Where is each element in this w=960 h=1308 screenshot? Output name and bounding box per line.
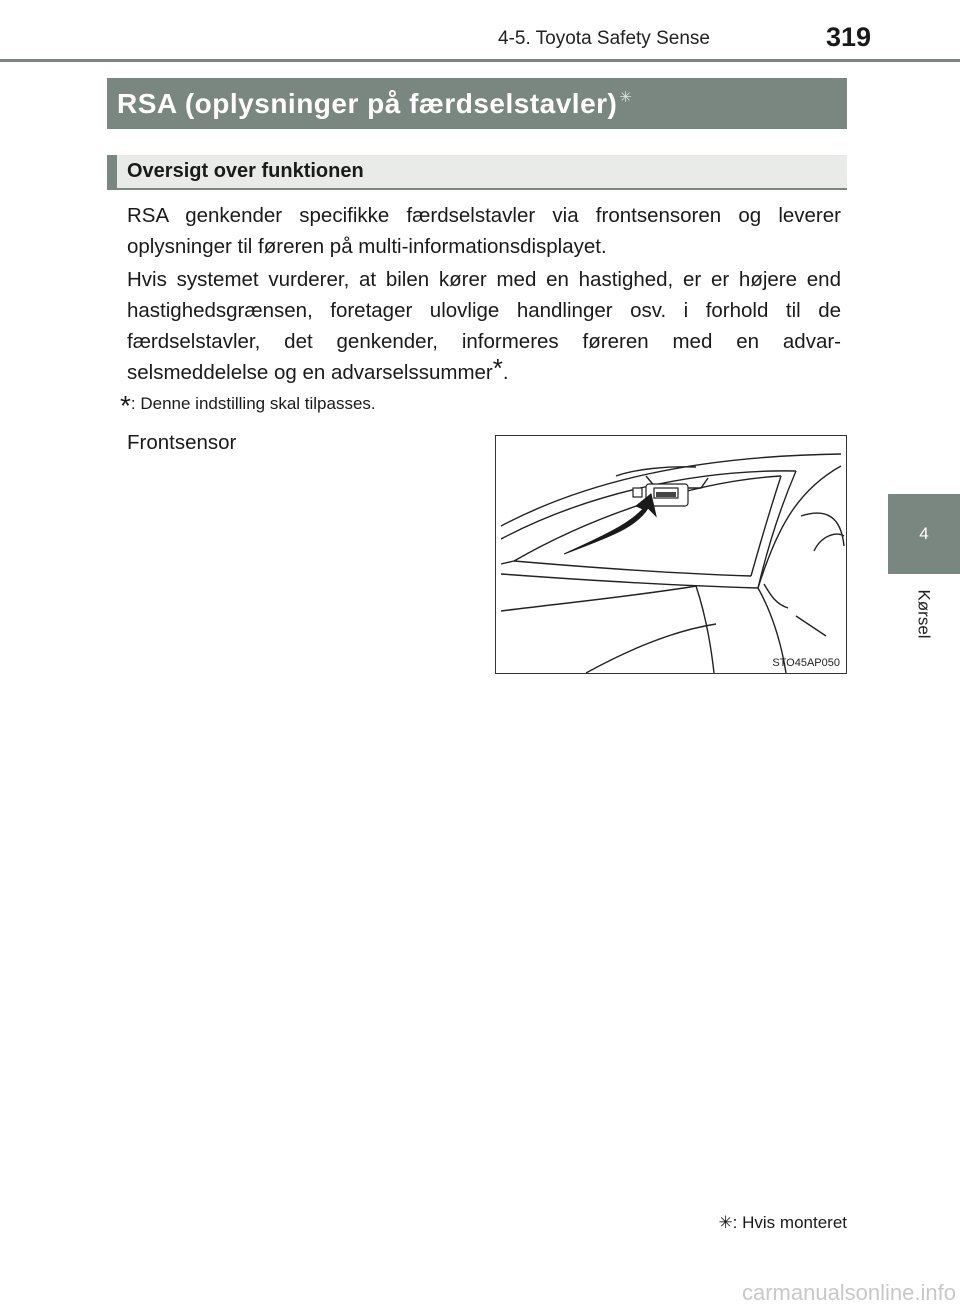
section-title: RSA (oplysninger på færdselstavler) [117, 87, 618, 119]
chapter-number: 4 [919, 524, 929, 543]
section-title-bar [107, 78, 847, 129]
chapter-label: Kørsel [915, 589, 934, 639]
subsection-title-bar [107, 155, 847, 190]
paragraph-2 [127, 264, 841, 388]
figure-code: STO45AP050 [772, 657, 840, 669]
title-asterisk: ✳ [619, 89, 633, 106]
chapter-label-box [888, 574, 960, 654]
header-divider [0, 59, 960, 62]
paragraph-2-marker: * [492, 353, 503, 383]
figure-caption: Frontsensor [127, 431, 237, 454]
windshield-illustration [496, 436, 846, 673]
footnote [120, 390, 376, 422]
footnote-text: : Denne indstilling skal tilpasses. [130, 394, 376, 413]
paragraph-2-text: Hvis systemet vurderer, at bilen kører med en hastighed, er er højere end hastighedsgrænsen, foretager ulovlige handlinger osv. i forhold til de færdselstavler, det genkender, informeres føreren med en advar-selsmeddelelse og en advarselssummer [127, 268, 841, 384]
chapter-tab [888, 494, 960, 574]
paragraph-2-end: . [502, 361, 509, 384]
front-sensor-figure [495, 435, 847, 674]
watermark: carmanualsonline.info [741, 1280, 956, 1305]
header-section-title: 4-5. Toyota Safety Sense [498, 28, 710, 49]
paragraph-1: RSA genkender specifikke færdselstavler via frontsensoren og leverer oplysninger til føreren på multi-informationsdisplayet. [127, 204, 841, 258]
bottom-note: ✳: Hvis monteret [718, 1213, 847, 1232]
footnote-star: * [120, 390, 131, 421]
page-number: 319 [826, 22, 872, 52]
subsection-title: Oversigt over funktionen [127, 160, 364, 182]
